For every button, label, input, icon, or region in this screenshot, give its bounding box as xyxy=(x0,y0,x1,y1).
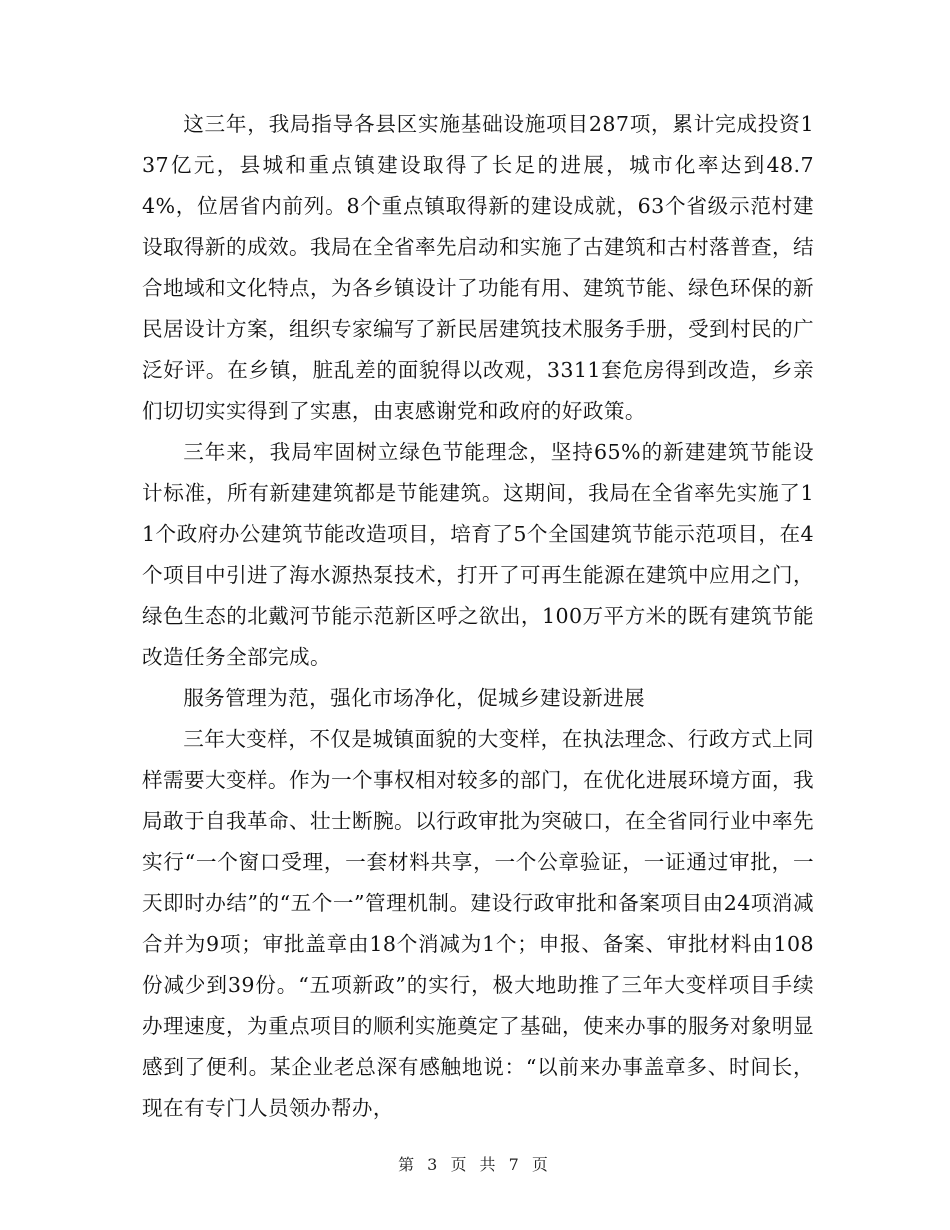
paragraph-energy-saving: 三年来，我局牢固树立绿色节能理念，坚持65%的新建建筑节能设计标准，所有新建建筑都是节能建筑。这期间，我局在全省率先实施了11个政府办公建筑节能改造项目，培育了5个全国建筑节能示范项目，在4个项目中引进了海水源热泵技术，打开了可再生能源在建筑中应用之门，绿色生态的北戴河节能示范新区呼之欲出，100万平方米的既有建筑节能改造任务全部完成。 xyxy=(142,440,814,669)
paragraph-administration: 三年大变样，不仅是城镇面貌的大变样，在执法理念、行政方式上同样需要大变样。作为一个事权相对较多的部门，在优化进展环境方面，我局敢于自我革命、壮士断腕。以行政审批为突破口，在全省同行业中率先实行“一个窗口受理，一套材料共享，一个公章验证，一证通过审批，一天即时办结”的“五个一”管理机制。建设行政审批和备案项目由24项消减合并为9项；审批盖章由18个消减为1个；申报、备案、审批材料由108份减少到39份。“五项新政”的实行，极大地助推了三年大变样项目手续办理速度，为重点项目的顺利实施奠定了基础，使来办事的服务对象明显感到了便利。某企业老总深有感触地说：“以前来办事盖章多、时间长，现在有专门人员领办帮办， xyxy=(142,727,814,1120)
section-heading: 服务管理为范，强化市场净化，促城乡建设新进展 xyxy=(183,686,646,710)
document-body xyxy=(142,104,814,1129)
paragraph-infrastructure: 这三年，我局指导各县区实施基础设施项目287项，累计完成投资137亿元，县城和重点镇建设取得了长足的进展，城市化率达到48.74%，位居省内前列。8个重点镇取得新的建设成就，63个省级示范村建设取得新的成效。我局在全省率先启动和实施了古建筑和古村落普查，结合地域和文化特点，为各乡镇设计了功能有用、建筑节能、绿色环保的新民居设计方案，组织专家编写了新民居建筑技术服务手册，受到村民的广泛好评。在乡镇，脏乱差的面貌得以改观，3311套危房得到改造，乡亲们切切实实得到了实惠，由衷感谢党和政府的好政策。 xyxy=(142,112,814,423)
page-footer: 第 3 页 共 7 页 xyxy=(398,1155,552,1174)
